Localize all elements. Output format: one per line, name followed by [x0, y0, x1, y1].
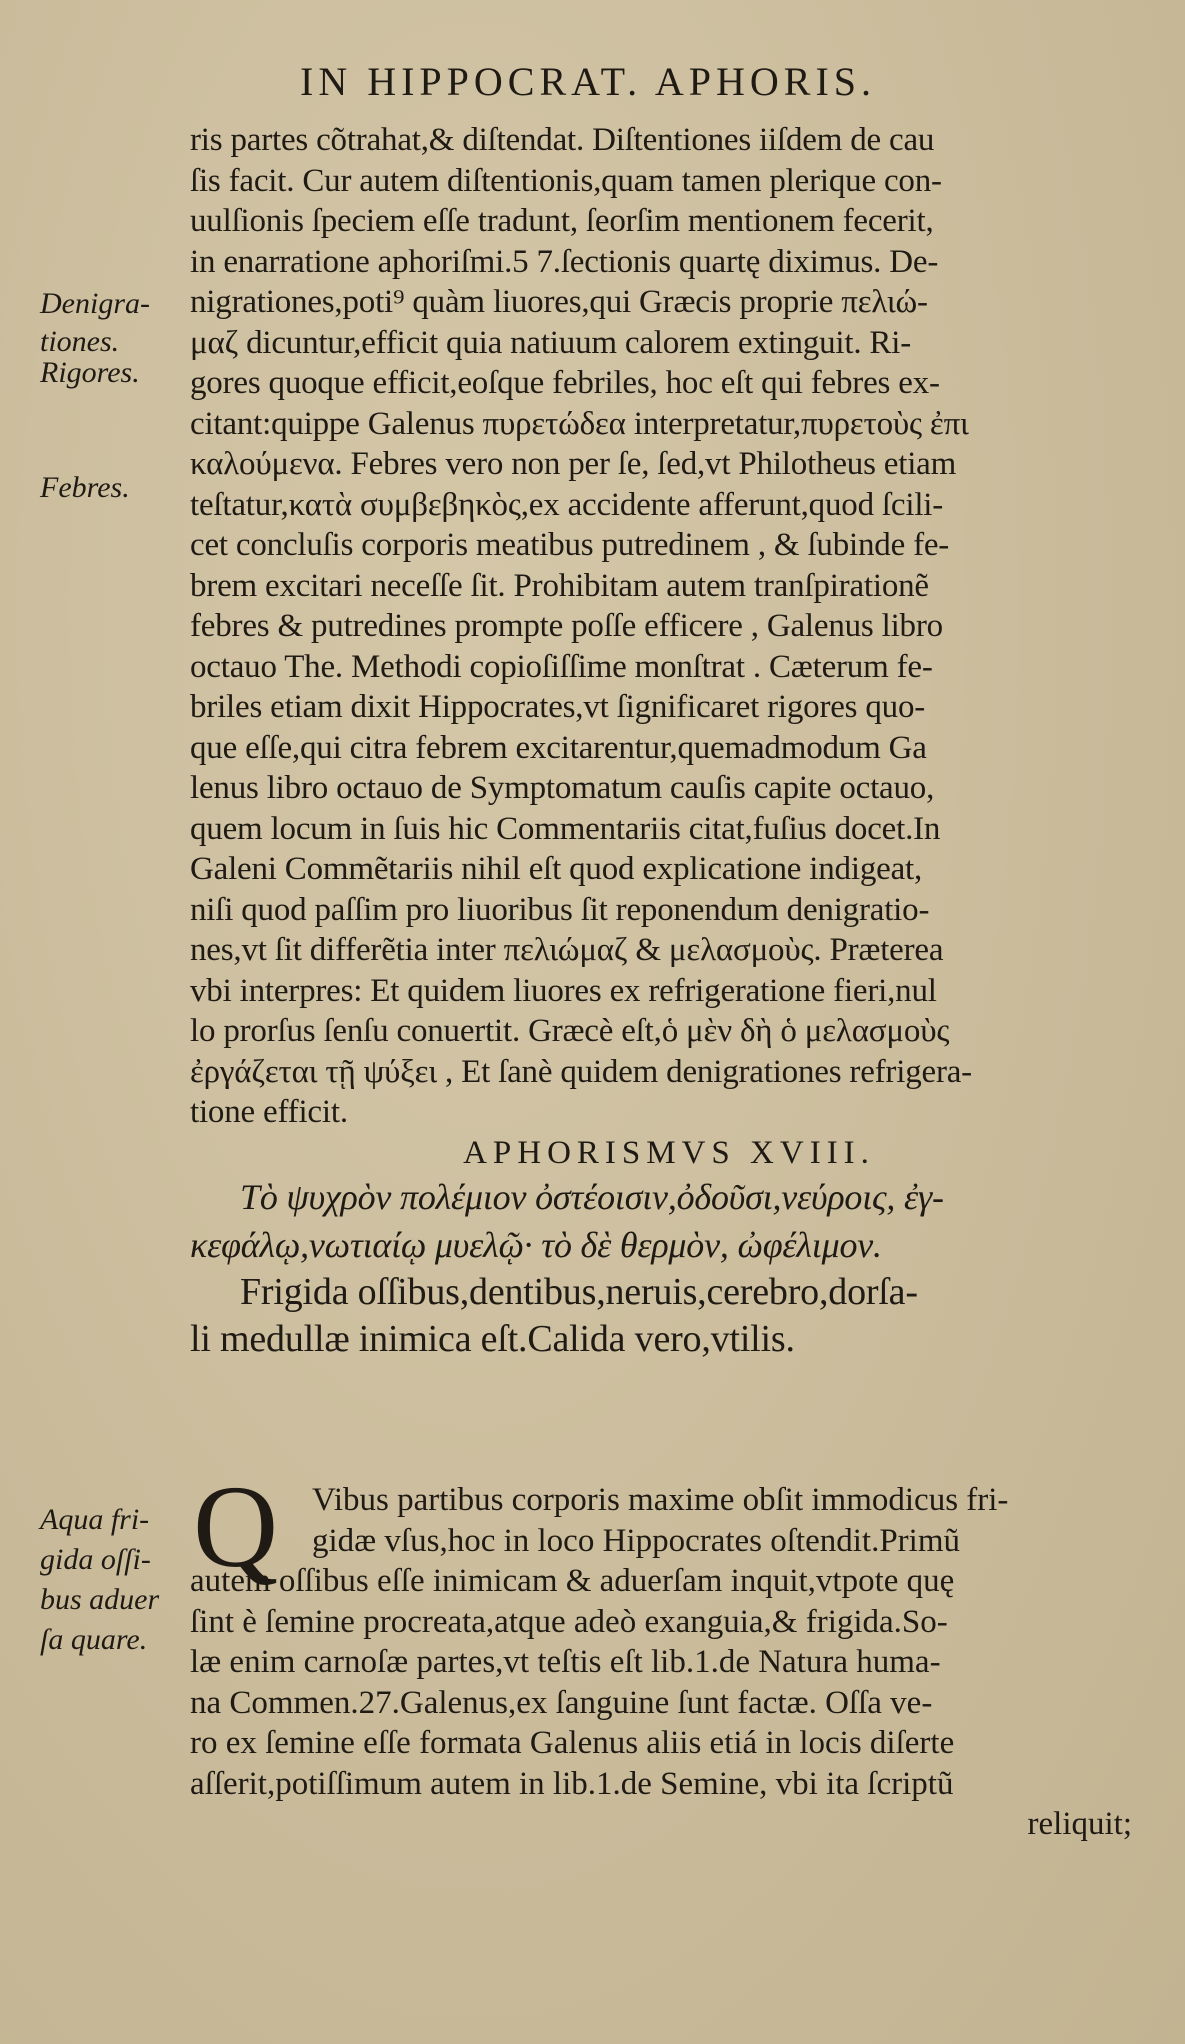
commentary-line: Vibus partibus corporis maxime obſit immodicus fri- — [312, 1482, 1009, 1518]
text-line: μαζ dicuntur,efficit quia natiuum calorem extinguit. Ri- — [190, 324, 912, 361]
commentary-line: na Commen.27.Galenus,ex ſanguine ſunt factæ. Oſſa ve- — [190, 1684, 933, 1721]
text-line: ἐργάζεται τῇ ψύξει , Et ſanè quidem denigrationes refrigera- — [190, 1053, 972, 1090]
commentary-line: ro ex ſemine eſſe formata Galenus aliis etiá in locis diſerte — [190, 1725, 955, 1761]
drop-capital: Q — [193, 1461, 279, 1592]
text-line: niſi quod paſſim pro liuoribus ſit reponendum denigratio- — [190, 891, 930, 928]
commentary-text — [190, 1461, 1138, 1845]
greek-aphorism-line: Τὸ ψυχρὸν πολέμιον ὀστέοισιν,ὀδοῦσι,νεύροις, ἐγ- — [240, 1177, 944, 1217]
text-line: καλούμενα. Febres vero non per ſe, ſed,vt Philotheus etiam — [190, 446, 957, 482]
text-line: tione efficit. — [190, 1094, 348, 1130]
margin-note-denigrationes: Denigra- tiones. — [40, 287, 150, 358]
text-line: brem excitari neceſſe ſit. Prohibitam autem tranſpirationẽ — [190, 567, 929, 604]
text-line: octauo The. Methodi copioſiſſime monſtrat . Cæterum fe- — [190, 648, 933, 685]
text-line: febres & putredines prompte poſſe efficere , Galenus libro — [190, 608, 943, 644]
text-line: lenus libro octauo de Symptomatum cauſis capite octauo, — [190, 770, 935, 806]
text-line: vbi interpres: Et quidem liuores ex refrigeratione fieri,nul — [190, 972, 937, 1009]
text-line: uulſionis ſpeciem eſſe tradunt, ſeorſim mentionem fecerit, — [190, 203, 934, 239]
text-line: cet concluſis corporis meatibus putredinem , & ſubinde fe- — [190, 527, 950, 563]
text-line: teſtatur,κατὰ συμβεβηκὸς,ex accidente afferunt,quod ſcili- — [190, 486, 944, 523]
text-line: in enarratione aphoriſmi.5 7.ſectionis quartę diximus. De- — [190, 243, 939, 280]
catchword: reliquit; — [1027, 1806, 1132, 1842]
text-line: nigrationes,poti⁹ quàm liuores,qui Græcis proprie πελιώ- — [190, 284, 928, 320]
greek-aphorism-line: κεφάλῳ,νωτιαίῳ μυελῷ· τὸ δὲ θερμὸν, ὠφέλιμον. — [190, 1225, 882, 1265]
text-line: citant:quippe Galenus πυρετώδεα interpretatur,πυρετοὺς ἐπι — [190, 405, 969, 442]
commentary-line: læ enim carnoſæ partes,vt teſtis eſt lib.1.de Natura huma- — [190, 1644, 941, 1680]
text-line: nes,vt ſit differẽtia inter πελιώμαζ & μελασμοὺς. Præterea — [190, 932, 944, 968]
margin-note-febres: Febres. — [40, 471, 130, 504]
running-title: IN HIPPOCRAT. APHORIS. — [300, 59, 877, 104]
text-line: ſis facit. Cur autem diſtentionis,quam tamen plerique con- — [190, 162, 942, 199]
commentary-line: autem oſſibus eſſe inimicam & aduerſam inquit,vtpote quę — [190, 1563, 955, 1599]
text-line: Galeni Commẽtariis nihil eſt quod explicatione indigeat, — [190, 851, 923, 887]
text-line: quem locum in ſuis hic Commentariis citat,fuſius docet.In — [190, 810, 941, 847]
commentary-line: gidæ vſus,hoc in loco Hippocrates oſtendit.Primũ — [312, 1522, 961, 1559]
latin-translation-line: Frigida oſſibus,dentibus,neruis,cerebro,dorſa- — [240, 1271, 918, 1313]
text-line: lo prorſus ſenſu conuertit. Græcè eſt,ὁ μὲν δὴ ὁ μελασμοὺς — [190, 1013, 950, 1049]
text-line: gores quoque efficit,eoſque febriles, hoc eſt qui febres ex- — [190, 365, 940, 401]
text-line: que eſſe,qui citra febrem excitarentur,quemadmodum Ga — [190, 729, 927, 766]
commentary-line: aſſerit,potiſſimum autem in lib.1.de Semine, vbi ita ſcriptũ — [190, 1765, 954, 1802]
latin-translation-line: li medullæ inimica eſt.Calida vero,vtilis. — [190, 1318, 795, 1360]
text-line: briles etiam dixit Hippocrates,vt ſignificaret rigores quo- — [190, 689, 926, 725]
commentary-line: ſint è ſemine procreata,atque adeò exanguia,& frigida.So- — [190, 1603, 948, 1640]
margin-note-rigores: Rigores. — [40, 356, 140, 389]
margin-note-aqua: Aqua fri- gida oſſi- bus aduer ſa quare. — [40, 1503, 160, 1656]
main-text — [190, 120, 1138, 1363]
aphorism-heading: APHORISMVS XVIII. — [463, 1134, 875, 1171]
text-line: ris partes cõtrahat,& diſtendat. Diſtentiones iiſdem de cau — [190, 122, 935, 158]
